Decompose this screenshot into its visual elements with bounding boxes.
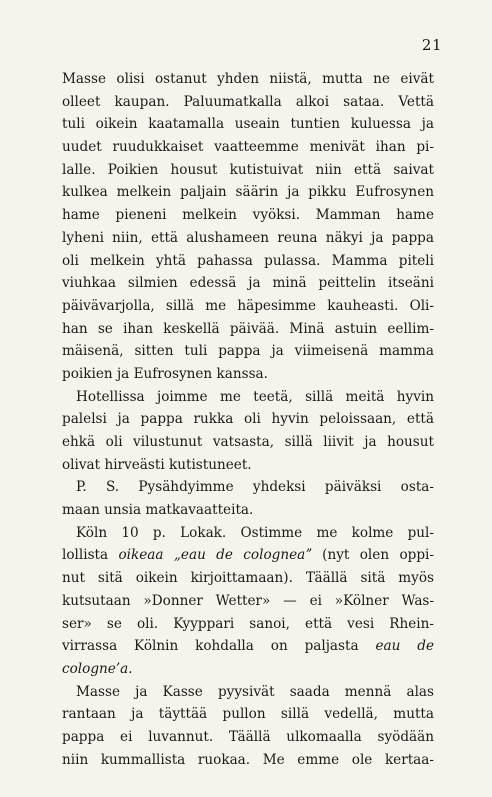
text-line: olleet kaupan. Paluumatkalla alkoi sataa. Vettä — [62, 93, 434, 110]
body-text — [62, 68, 434, 771]
text-line: kulkea melkein paljain säärin ja pikku Eufrosynen — [62, 184, 434, 201]
text-line: poikien ja Eufrosynen kanssa. — [62, 365, 268, 382]
text-line: nut sitä oikein kirjoittamaan). Täällä sitä myös — [62, 570, 434, 587]
italic-text: oikeaa „eau de cologneaˮ — [118, 547, 312, 564]
text-line: lalle. Poikien housut kutistuivat niin että saivat — [62, 161, 434, 178]
text-line: palelsi ja pappa rukka oli hyvin peloissaan, että — [62, 411, 434, 428]
text-line: mäisenä, sitten tuli pappa ja viimeisenä mamma — [62, 343, 434, 360]
text-segment: (nyt olen oppi- — [311, 547, 434, 564]
text-line: P. S. Pysähdyimme yhdeksi päiväksi osta- — [76, 479, 434, 496]
text-line: pappa ei luvannut. Täällä ulkomaalla syödään — [62, 728, 434, 745]
text-line: hame pieneni melkein vyöksi. Mamman hame — [62, 207, 434, 224]
text-line: päivävarjolla, sillä me häpesimme kauheasti. Oli- — [62, 297, 434, 314]
text-line — [62, 635, 434, 658]
text-line: Masse olisi ostanut yhden niistä, mutta ne eivät — [62, 71, 434, 87]
text-line: ehkä oli vilustunut vatsasta, sillä liivit ja housut — [62, 434, 434, 450]
text-line: Köln 10 p. Lokak. Ostimme me kolme pul- — [76, 524, 434, 541]
text-line: ser» se oli. Kyyppari sanoi, että vesi Rhein- — [62, 615, 434, 632]
text-line: tuli oikein kaatamalla useain tuntien kuluessa ja — [62, 116, 434, 133]
text-line: kutsutaan »Donner Wetter» — ei »Kölner Was- — [62, 592, 434, 609]
text-line: Hotellissa joimme me teetä, sillä meitä hyvin — [76, 388, 434, 405]
text-line: viuhkaa silmien edessä ja minä peittelin itseäni — [62, 275, 434, 292]
italic-text: cologne’a. — [62, 660, 133, 677]
text-line: olivat hirveästi kutistuneet. — [62, 456, 252, 473]
italic-text: eau de — [375, 638, 434, 655]
text-line: uudet ruudukkaiset vaatteemme menivät ihan pi- — [62, 139, 434, 156]
text-line: maan unsia matkavaatteita. — [62, 502, 254, 519]
page-number: 21 — [421, 36, 442, 54]
text-line — [62, 544, 434, 567]
text-line: lyheni niin, että alushameen reuna näkyi ja pappa — [62, 229, 434, 246]
text-segment: virrassa Kölnin kohdalla on paljasta — [62, 638, 376, 655]
text-line: oli melkein yhtä pahassa pulassa. Mamma piteli — [62, 252, 434, 269]
text-line: niin kummallista ruokaa. Me emme ole kertaa- — [62, 751, 434, 768]
text-line — [62, 658, 434, 681]
text-line: han se ihan keskellä päivää. Minä astuin eellim- — [62, 320, 434, 337]
text-line: rantaan ja täyttää pullon sillä vedellä, mutta — [62, 706, 434, 723]
text-line: Masse ja Kasse pyysivät saada mennä alas — [76, 683, 434, 700]
text-segment: lollista — [62, 547, 119, 564]
